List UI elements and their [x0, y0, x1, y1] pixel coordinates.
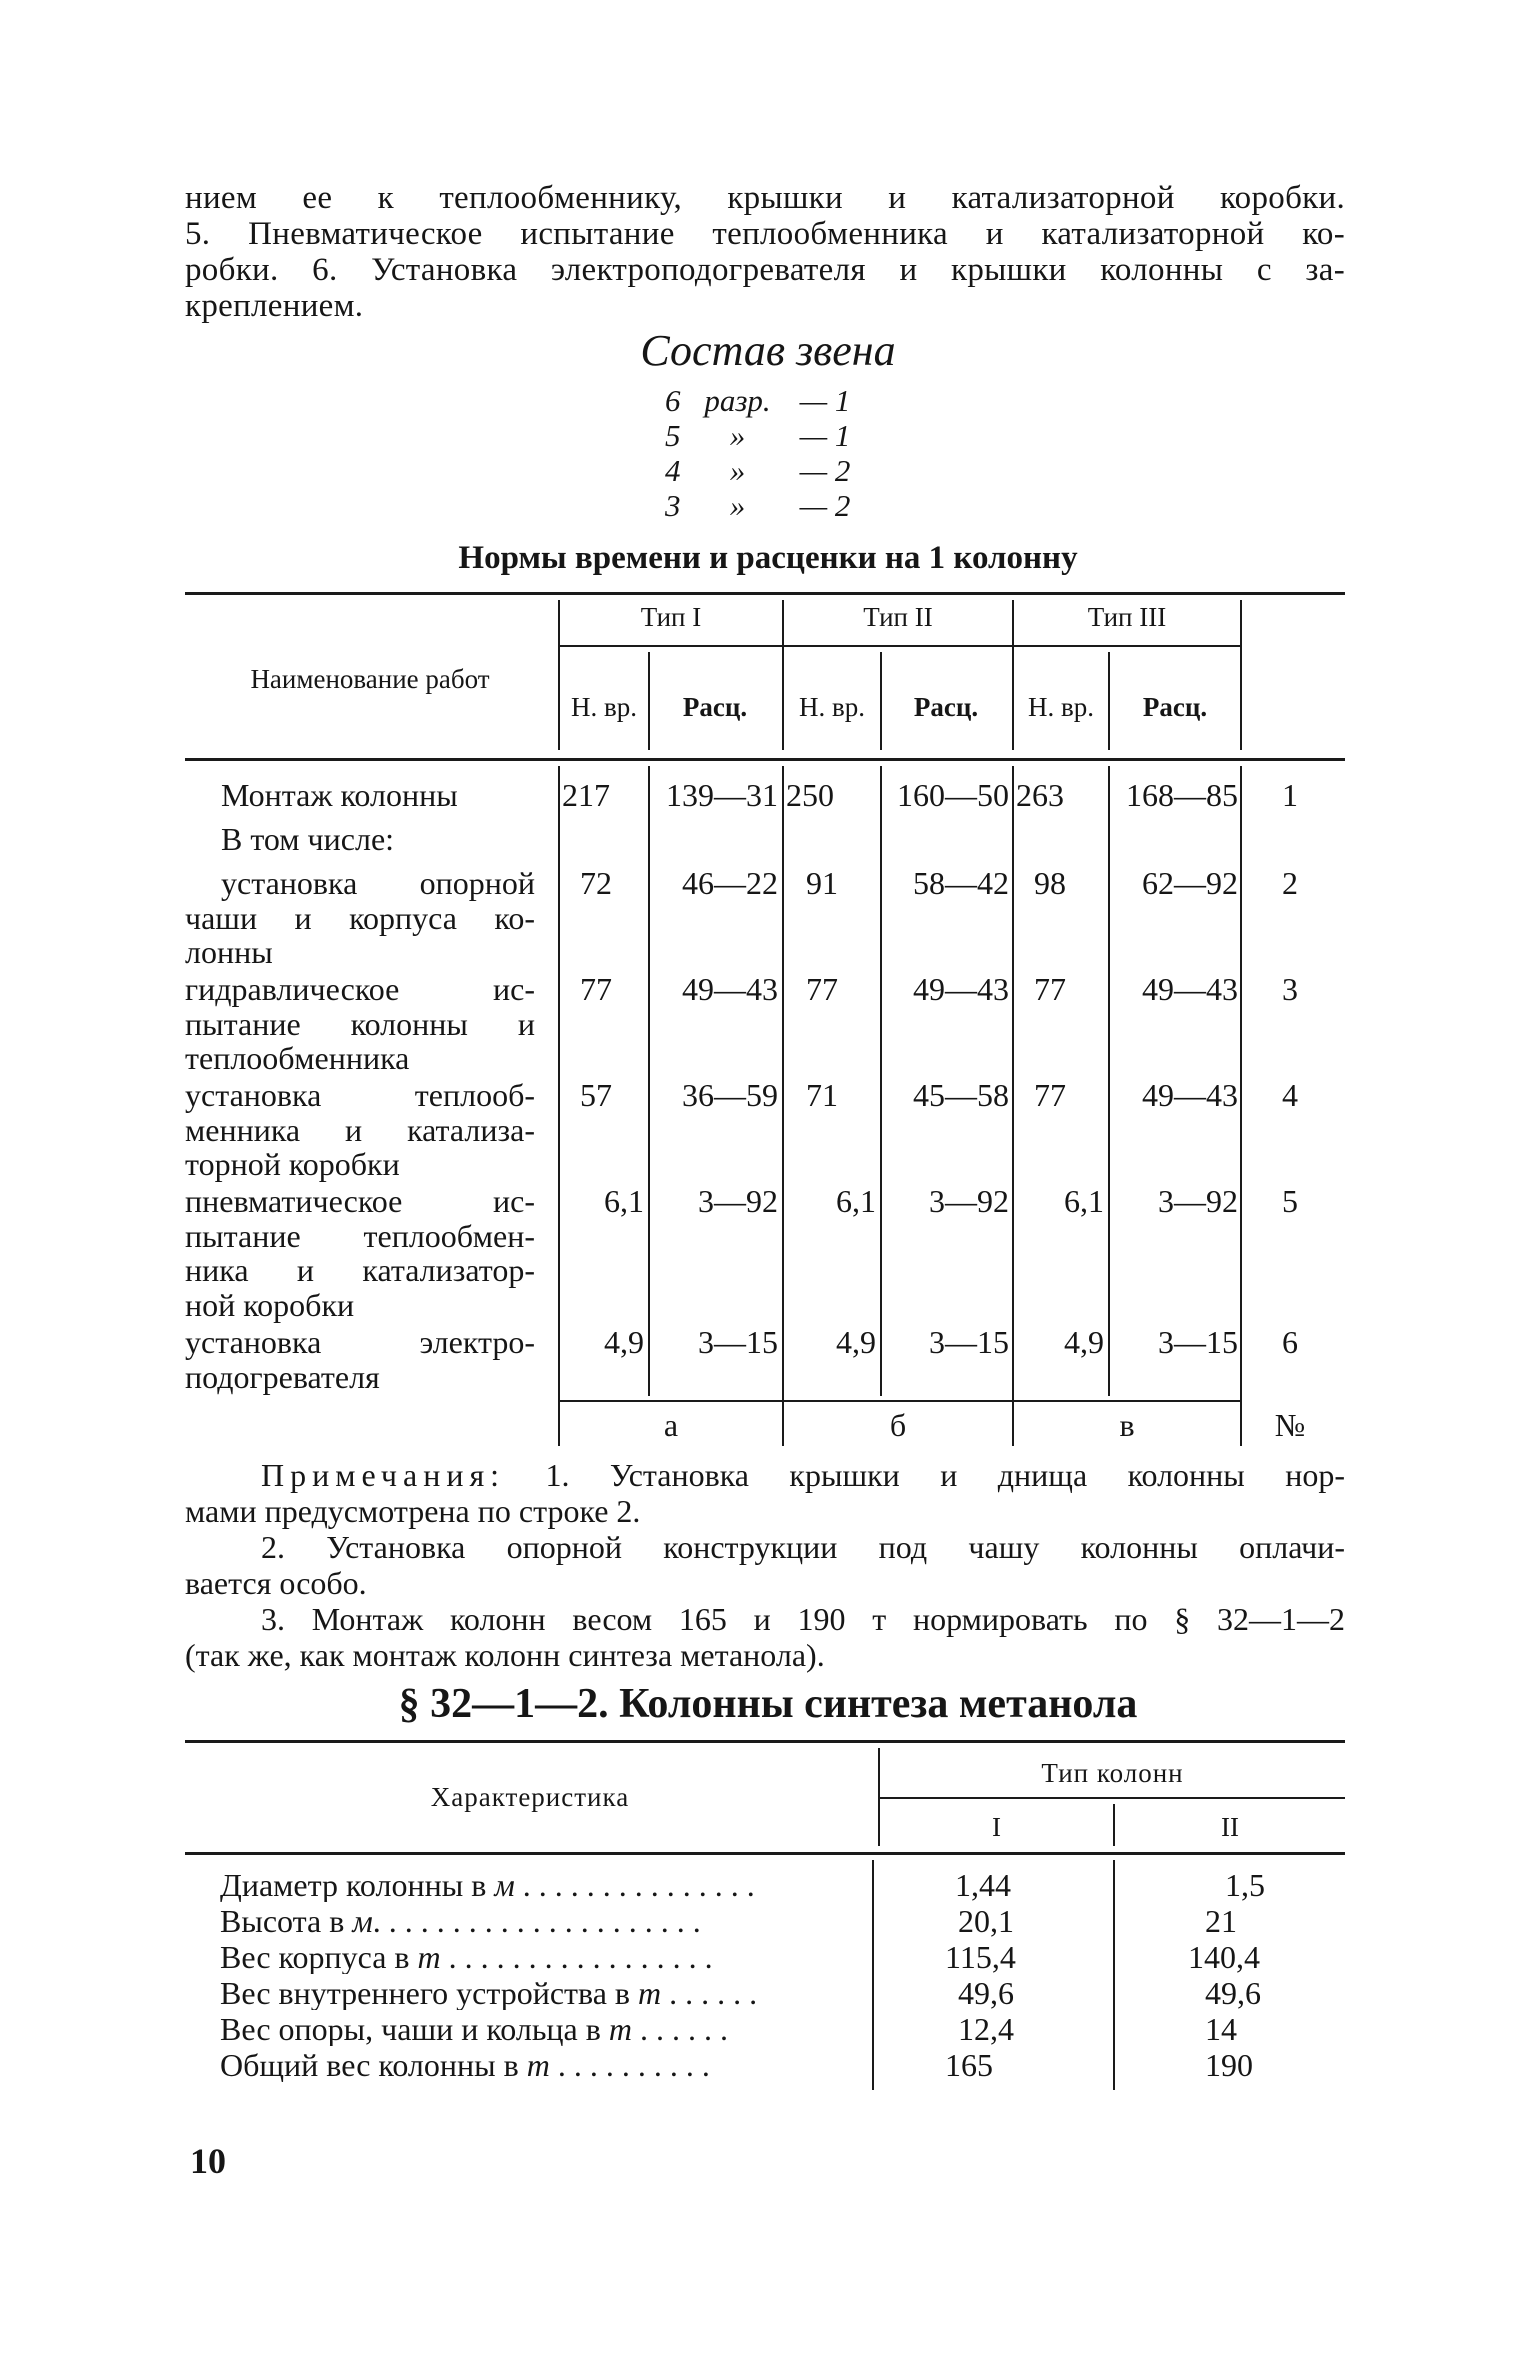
char-row: Диаметр колонны в м . . . . . . . . . . . . . . . — [220, 1868, 755, 1902]
cell-time: 4,9 — [836, 1324, 876, 1360]
work-name-line: торной коробки — [185, 1146, 400, 1182]
work-name-line: чаши и корпуса ко- — [185, 899, 535, 936]
cell-time: 77 — [580, 971, 612, 1007]
row-number: 5 — [1282, 1183, 1298, 1219]
column-letter: б — [889, 1407, 907, 1443]
work-name-line: пытание колонны и — [185, 1005, 535, 1042]
note-line: (так же, как монтаж колонн синтеза метанола). — [185, 1637, 825, 1673]
column-letter: № — [1274, 1407, 1306, 1443]
work-name-line: установка опорной — [221, 865, 535, 901]
col-header-rate: Расц. — [682, 692, 748, 722]
cell-rate: 3—15 — [698, 1324, 778, 1360]
table-rule-header — [185, 1852, 1345, 1855]
col-header-time: Н. вр. — [1028, 692, 1094, 722]
char-row: Общий вес колонны в т . . . . . . . . . . — [220, 2048, 710, 2082]
crew-grade: 3 — [665, 488, 681, 523]
cell-time: 77 — [1034, 971, 1066, 1007]
cell-time: 6,1 — [604, 1183, 644, 1219]
col-header-type: Тип II — [863, 602, 933, 632]
col-header-time: Н. вр. — [799, 692, 865, 722]
crew-count: — 2 — [799, 453, 851, 488]
cell-time: 57 — [580, 1077, 612, 1113]
cell-time: 98 — [1034, 865, 1066, 901]
cell-rate: 3—15 — [929, 1324, 1009, 1360]
char-value: 49,6 — [958, 1975, 1014, 2011]
row-number: 1 — [1282, 777, 1298, 813]
col-header-type: II — [1221, 1812, 1239, 1842]
col-header-type: Тип I — [640, 602, 702, 632]
char-label: Вес корпуса в — [220, 1940, 418, 1974]
work-name-line: ника и катализатор- — [185, 1252, 535, 1288]
char-value: 1,5 — [1225, 1867, 1265, 1903]
char-row: Вес внутреннего устройства в т . . . . . . — [220, 1976, 758, 2010]
table-rule-top — [185, 1740, 1345, 1743]
crew-label: » — [729, 453, 746, 488]
crew-count: — 1 — [799, 418, 851, 453]
char-row: Вес опоры, чаши и кольца в т . . . . . . — [220, 2012, 728, 2046]
row-number: 4 — [1282, 1077, 1298, 1113]
cell-rate: 3—92 — [929, 1183, 1009, 1219]
work-name-line: В том числе: — [221, 821, 395, 857]
char-value: 1,44 — [955, 1867, 1011, 1903]
char-value: 20,1 — [958, 1903, 1014, 1939]
crew-count: — 2 — [799, 488, 851, 523]
crew-title: Состав звена — [640, 326, 896, 375]
col-header-name: Наименование работ — [250, 664, 490, 694]
char-label: Вес опоры, чаши и кольца в — [220, 2012, 609, 2046]
note-line: 2. Установка опорной конструкции под чашу колонны оплачи- — [261, 1529, 1345, 1565]
char-value: 21 — [1205, 1903, 1237, 1939]
cell-rate: 58—42 — [913, 865, 1009, 901]
note-line: 1. Установка крышки и днища колонны нор- — [545, 1457, 1346, 1493]
crew-count: — 1 — [799, 383, 851, 418]
cell-rate: 46—22 — [682, 865, 778, 901]
intro-line: креплением. — [185, 288, 364, 324]
char-value: 140,4 — [1188, 1939, 1260, 1975]
char-label: Высота в — [220, 1904, 353, 1938]
char-row: Вес корпуса в т . . . . . . . . . . . . . . . . . — [220, 1940, 713, 1974]
char-value: 115,4 — [945, 1939, 1016, 1975]
char-value: 165 — [945, 2047, 993, 2083]
cell-time: 72 — [580, 865, 612, 901]
intro-line: нием ее к теплообменнику, крышки и катализаторной коробки. — [185, 180, 1345, 216]
cell-rate: 3—15 — [1158, 1324, 1238, 1360]
norms-table-title: Нормы времени и расценки на 1 колонну — [458, 540, 1078, 576]
note-line: 3. Монтаж колонн весом 165 и 190 т нормировать по § 32—1—2 — [261, 1601, 1345, 1637]
notes-label: Примечания: — [261, 1457, 506, 1493]
cell-rate: 62—92 — [1142, 865, 1238, 901]
char-unit: т — [526, 2048, 550, 2082]
col-header-type: Тип III — [1087, 602, 1167, 632]
cell-time: 4,9 — [604, 1324, 644, 1360]
work-name-line: пневматическое ис- — [185, 1183, 535, 1219]
crew-grade: 5 — [665, 418, 681, 453]
char-label: Вес внутреннего устройства в — [220, 1976, 639, 2010]
cell-time: 250 — [786, 777, 834, 813]
cell-rate: 3—92 — [698, 1183, 778, 1219]
cell-time: 4,9 — [1064, 1324, 1104, 1360]
note-line: мами предусмотрена по строке 2. — [185, 1493, 641, 1529]
col-header-group: Тип колонн — [1041, 1758, 1184, 1788]
cell-time: 217 — [562, 777, 610, 813]
work-name-line: гидравлическое ис- — [185, 971, 535, 1007]
section-title: § 32—1—2. Колонны синтеза метанола — [398, 1681, 1138, 1727]
work-name-line: теплообменника — [185, 1040, 410, 1076]
crew-grade: 6 — [665, 383, 681, 418]
intro-line: робки. 6. Установка электроподогревателя и крышки колонны с за- — [185, 252, 1345, 288]
char-value: 49,6 — [1205, 1975, 1261, 2011]
work-name-line: менника и катализа- — [185, 1111, 535, 1148]
col-header-characteristic: Характеристика — [430, 1782, 630, 1812]
intro-line: 5. Пневматическое испытание теплообменника и катализаторной ко- — [185, 216, 1345, 252]
char-unit: м — [352, 1904, 373, 1938]
cell-rate: 36—59 — [682, 1077, 778, 1113]
char-label: Диаметр колонны в — [220, 1868, 495, 1902]
cell-time: 77 — [1034, 1077, 1066, 1113]
char-value: 190 — [1205, 2047, 1253, 2083]
char-unit: т — [638, 1976, 662, 2010]
crew-label: разр. — [704, 383, 771, 418]
table-vrule — [1113, 1860, 1115, 2090]
char-unit: м — [494, 1868, 515, 1902]
cell-rate: 49—43 — [1142, 971, 1238, 1007]
work-name-line: установка электро- — [185, 1324, 535, 1360]
cell-time: 91 — [806, 865, 838, 901]
column-letter: а — [663, 1407, 679, 1443]
cell-time: 6,1 — [836, 1183, 876, 1219]
table-rule-types — [880, 1797, 1345, 1799]
cell-time: 6,1 — [1064, 1183, 1104, 1219]
cell-rate: 139—31 — [666, 777, 778, 813]
work-name-line: подогревателя — [185, 1358, 380, 1395]
cell-rate: 49—43 — [1142, 1077, 1238, 1113]
crew-grade: 4 — [665, 453, 681, 488]
cell-time: 263 — [1016, 777, 1064, 813]
char-row: Высота в м. . . . . . . . . . . . . . . . . . . . . — [220, 1904, 701, 1938]
col-header-time: Н. вр. — [571, 692, 637, 722]
cell-rate: 168—85 — [1126, 777, 1238, 813]
work-name-line: лонны — [185, 934, 273, 970]
work-name-line: ной коробки — [185, 1286, 355, 1323]
cell-rate: 49—43 — [682, 971, 778, 1007]
work-name-line: Монтаж колонны — [221, 777, 458, 813]
row-number: 3 — [1282, 971, 1298, 1007]
row-number: 2 — [1282, 865, 1298, 901]
char-unit: т — [417, 1940, 441, 1974]
crew-label: » — [729, 418, 746, 453]
col-header-rate: Расц. — [913, 692, 979, 722]
work-name-line: пытание теплообмен- — [185, 1217, 535, 1254]
crew-label: » — [729, 488, 746, 523]
cell-time: 77 — [806, 971, 838, 1007]
cell-rate: 45—58 — [913, 1077, 1009, 1113]
cell-rate: 160—50 — [897, 777, 1009, 813]
char-value: 12,4 — [958, 2011, 1014, 2047]
column-letter: в — [1119, 1407, 1135, 1443]
cell-rate: 3—92 — [1158, 1183, 1238, 1219]
work-name-line: установка теплооб- — [185, 1077, 535, 1113]
char-label: Общий вес колонны в — [220, 2048, 527, 2082]
row-number: 6 — [1282, 1324, 1298, 1360]
note-line: вается особо. — [185, 1565, 367, 1601]
table-vrule — [872, 1860, 874, 2090]
cell-rate: 49—43 — [913, 971, 1009, 1007]
page-number: 10 — [190, 2141, 226, 2181]
char-unit: т — [608, 2012, 632, 2046]
cell-time: 71 — [806, 1077, 838, 1113]
col-header-rate: Расц. — [1142, 692, 1208, 722]
char-value: 14 — [1205, 2011, 1237, 2047]
col-header-type: I — [992, 1812, 1001, 1842]
